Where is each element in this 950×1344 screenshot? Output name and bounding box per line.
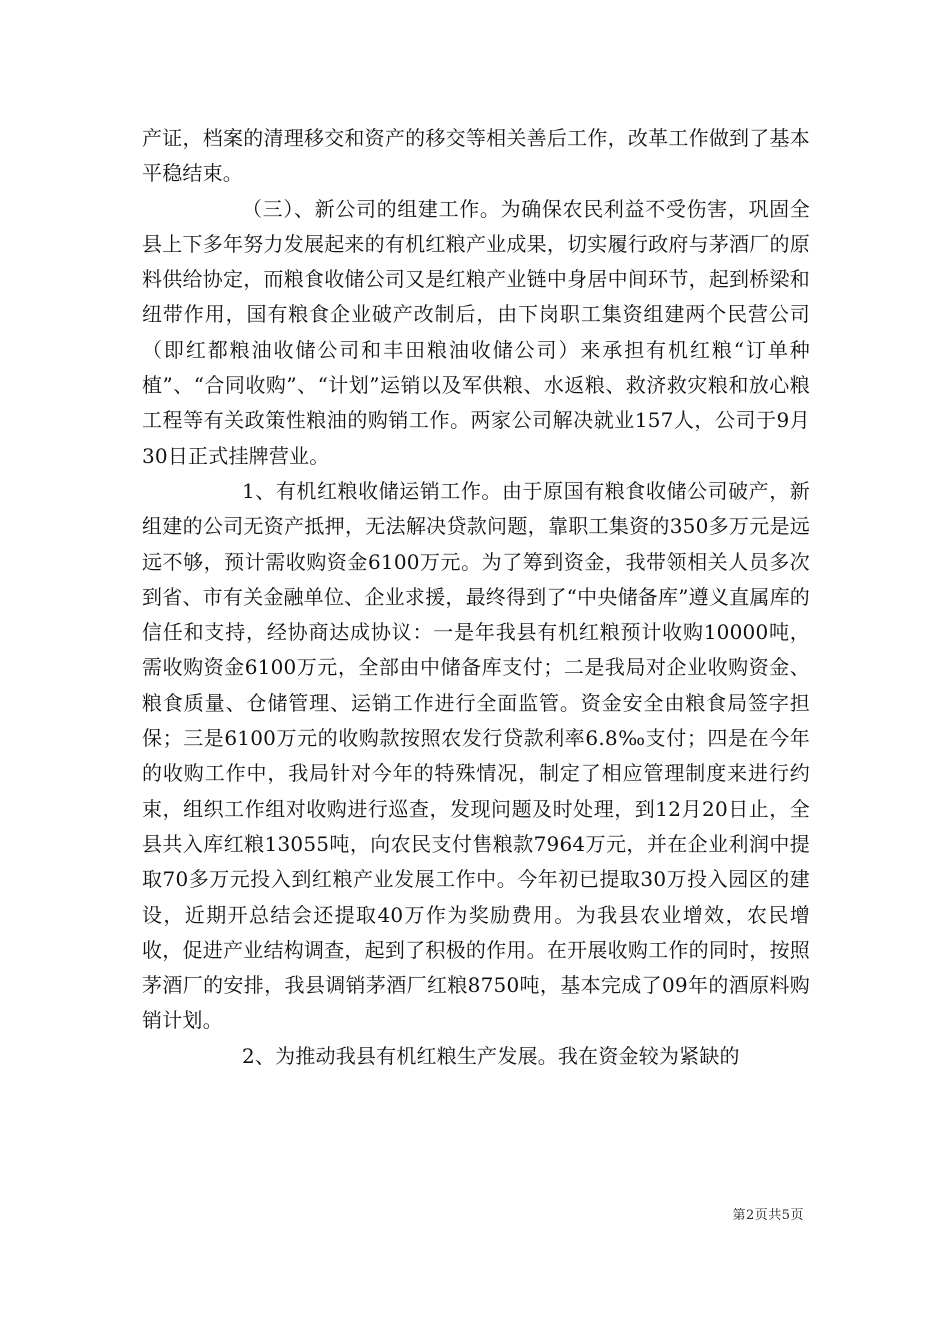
- page-number-footer: 第2页共5页: [732, 1208, 804, 1223]
- paragraph-item-two: 2、为推动我县有机红粮生产发展。我在资金较为紧缺的: [242, 1043, 740, 1068]
- paragraph-section-three: （三）、新公司的组建工作。为确保农民利益不受伤害，巩固全县上下多年努力发展起来的有机红粮产业成果，切实履行政府与茅酒厂的原料供给协定，而粮食收储公司又是红粮产业链中身居中间环节，起到桥梁和纽带作用，国有粮食企业破产改制后，由下岗职工集资组建两个民营公司（即红都粮油收储公司和丰田粮油收储公司）来承担有机红粮“订单种植”、“合同收购”、“计划”运销以及军供粮、水返粮、救济救灾粮和放心粮工程等有关政策性粮油的购销工作。两家公司解决就业157人，公司于9月30日正式挂牌营业。: [142, 196, 810, 468]
- paragraph-continuation: 产证，档案的清理移交和资产的移交等相关善后工作，改革工作做到了基本平稳结束。: [142, 126, 810, 186]
- paragraph-item-one: 1、有机红粮收储运销工作。由于原国有粮食收储公司破产，新组建的公司无资产抵押，无法解决贷款问题，靠职工集资的350多万元是远远不够，预计需收购资金6100万元。为了筹到资金，我带领相关人员多次到省、市有关金融单位、企业求援，最终得到了“中央储备库”遵义直属库的信任和支持，经协商达成协议：一是年我县有机红粮预计收购10000吨，需收购资金6100万元，全部由中储备库支付；二是我局对企业收购资金、粮食质量、仓储管理、运销工作进行全面监管。资金安全由粮食局签字担保；三是6100万元的收购款按照农发行贷款利率6.8‰支付；四是在今年的收购工作中，我局针对今年的特殊情况，制定了相应管理制度来进行约束，组织工作组对收购进行巡查，发现问题及时处理，到12月20日止，全县共入库红粮13055吨，向农民支付售粮款7964万元，并在企业利润中提取70多万元投入到红粮产业发展工作中。今年初已提取30万投入园区的建设，近期开总结会还提取40万作为奖励费用。为我县农业增效，农民增收，促进产业结构调查，起到了积极的作用。在开展收购工作的同时，按照茅酒厂的安排，我县调销茅酒厂红粮8750吨，基本完成了09年的酒原料购销计划。: [142, 478, 810, 1033]
- document-body: [142, 121, 810, 1074]
